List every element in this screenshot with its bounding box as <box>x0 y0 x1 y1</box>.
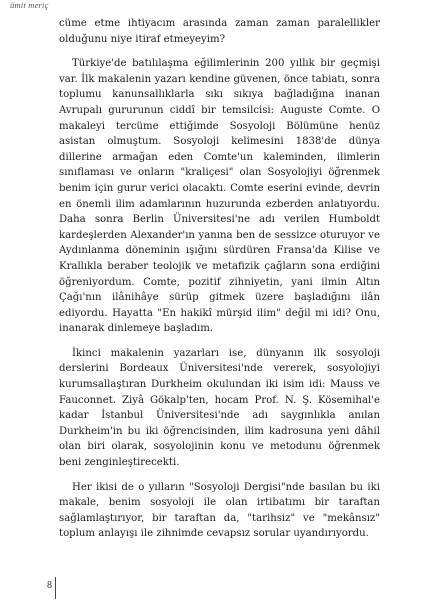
page-number-rule <box>55 577 56 599</box>
paragraph-continuation: cüme etme ihtiyacım arasında zaman zaman paralellikler olduğunu niye itiraf etmeyeyim? <box>59 18 380 45</box>
paragraph-comte: Türkiye'de batılılaşma eğilimlerinin 200 yıllık bir geçmişi var. İlk makalenin yazarı kendine güvenen, önce tabiatı, sonra toplumu kanunsallıklarla sıkı sıkıya bağladığına inanan Avrupalı gururunun ciddî bir temsilcisi: Auguste Comte. O makaleyi tercüme ettiğimde Sosyoloji Bölümüne henüz asistan olmuştum. Sosyoloji kelimesini 1838'de dünya dillerine armağan eden Comte'un kaleminden, ilimlerin sınıflaması ve onların "kraliçesi" olan Sosyolojiyi öğrenmek benim için gurur verici olacaktı. Comte eserini evinde, devrin en önemli ilim adamlarının huzurunda ezberden anlatıyordu. Daha sonra Berlin Üniversitesi'ne adı verilen Humboldt kardeşlerden Alexander'ın yanına ben de sessizce oturuyor ve Aydınlanma döneminin ışığını sürdüren Fransa'da Kilise ve Krallıkla beraber teolojik ve metafizik çağların sona erdiğini öğreniyordum. Comte, pozitif zihniyetin, yani ilmin Altın Çağı'nın ilânihâye sürüp gitmek üzere başladığını ilân ediyordu. Hayatta "En hakikî mürşid ilim" değil mi idi? Onu, inanarak dinlemeye başladım. <box>59 58 380 335</box>
paragraph-sociology-journal: Her ikisi de o yılların "Sosyoloji Dergisi"nde basılan bu iki makale, benim sosyoloji ile olan irtibatımı bir taraftan sağlamlaştırıyor, bir taraftan da, "tarihsiz" ve "mekânsız" toplum anlayışı ile zihnimde cevapsız sorular uyandırıyordu. <box>59 481 380 540</box>
page-number: 8 <box>47 580 52 591</box>
paragraph-durkheim-school: İkinci makalenin yazarları ise, dünyanın ilk sosyoloji derslerini Bordeaux Üniversitesi'nde vererek, sosyolojiyi kurumsallaştıran Durkheim okulundan iki isim idi: Mauss ve Fauconnet. Ziyâ Gökalp'ten, hocam Prof. N. Ş. Kösemihal'e kadar İstanbul Üniversitesi'nde adı saygınlıkla anılan Durkheim'in bu iki öğrencisinden, ilim kadrosuna yeni dâhil olan biri olarak, sosyolojinin konu ve metodunu öğrenmek beni zenginleştirecekti. <box>59 347 380 469</box>
body-text <box>59 16 380 542</box>
running-head: ümit meriç <box>10 0 49 10</box>
